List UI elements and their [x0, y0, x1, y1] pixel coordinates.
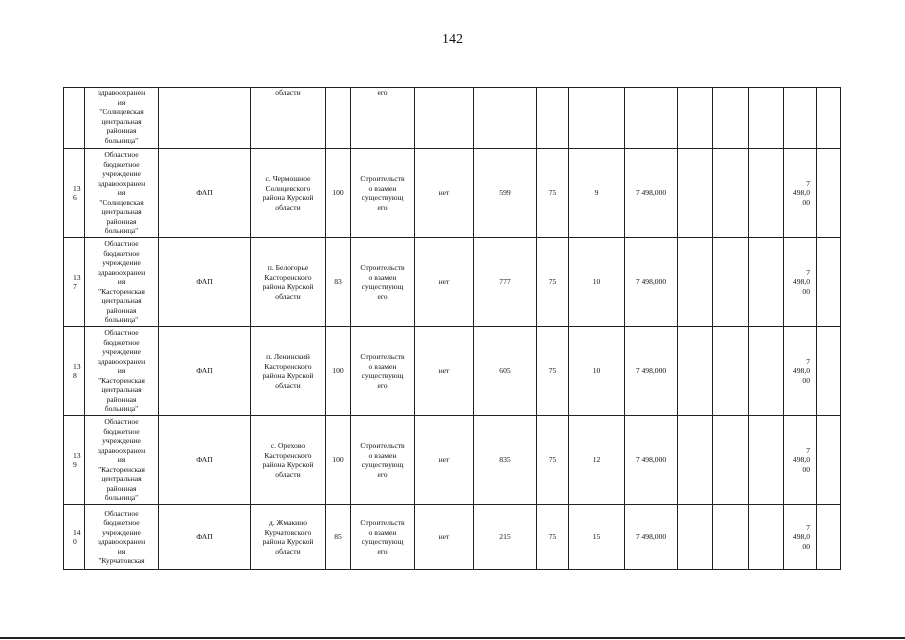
cell-staff: 9	[569, 149, 625, 238]
cell-percent: 100	[326, 327, 351, 416]
cell-population: 777	[474, 238, 537, 327]
cell-flag: нет	[415, 416, 474, 505]
cell-area: 75	[537, 505, 569, 570]
cell-population: 215	[474, 505, 537, 570]
facilities-table	[63, 87, 841, 570]
cell-work: Строительств о взамен существующ его	[351, 416, 415, 505]
cell-object: ФАП	[159, 149, 251, 238]
cell-num: 14 0	[64, 505, 85, 570]
cell-total: 7 498,0 00	[784, 505, 817, 570]
cell-total: 7 498,0 00	[784, 327, 817, 416]
cell-place: с. Орехово Касторенского района Курской области	[251, 416, 326, 505]
cell-place: с. Чермошное Солнцевского района Курской области	[251, 149, 326, 238]
cell-flag: нет	[415, 238, 474, 327]
table-row	[64, 327, 841, 416]
cell-population: 605	[474, 327, 537, 416]
cell-object: ФАП	[159, 238, 251, 327]
cell-org: Областное бюджетное учреждение здравоохранен ия "Касторенская центральная районная больница"	[85, 416, 159, 505]
cell-percent: 83	[326, 238, 351, 327]
cell-org: Областное бюджетное учреждение здравоохранен ия "Солнцевская центральная районная больница"	[85, 149, 159, 238]
cell-cost: 7 498,000	[625, 149, 678, 238]
cell-work: Строительств о взамен существующ его	[351, 149, 415, 238]
page-bottom-edge	[0, 637, 905, 639]
cell-staff: 10	[569, 327, 625, 416]
cell-num: 13 9	[64, 416, 85, 505]
cell-object: ФАП	[159, 505, 251, 570]
cell-population: 599	[474, 149, 537, 238]
cell-org: здравоохранен ия "Солнцевская центральная районная больница"	[85, 88, 159, 149]
cell-org: Областное бюджетное учреждение здравоохранен ия "Касторенская центральная районная больница"	[85, 238, 159, 327]
table-row	[64, 416, 841, 505]
cell-place: п. Ленинский Касторенского района Курской области	[251, 327, 326, 416]
cell-num: 13 8	[64, 327, 85, 416]
cell-num: 13 6	[64, 149, 85, 238]
cell-cost: 7 498,000	[625, 327, 678, 416]
cell-flag: нет	[415, 149, 474, 238]
cell-flag: нет	[415, 327, 474, 416]
cell-area: 75	[537, 238, 569, 327]
cell-cost: 7 498,000	[625, 238, 678, 327]
cell-cost: 7 498,000	[625, 416, 678, 505]
cell-num: 13 7	[64, 238, 85, 327]
cell-place: п. Белогорье Касторенского района Курской области	[251, 238, 326, 327]
cell-staff: 12	[569, 416, 625, 505]
cell-flag: нет	[415, 505, 474, 570]
cell-cost: 7 498,000	[625, 505, 678, 570]
cell-work: Строительств о взамен существующ его	[351, 327, 415, 416]
table-row	[64, 505, 841, 570]
cell-object: ФАП	[159, 416, 251, 505]
cell-area: 75	[537, 149, 569, 238]
cell-total: 7 498,0 00	[784, 238, 817, 327]
cell-object: ФАП	[159, 327, 251, 416]
table-row	[64, 238, 841, 327]
cell-place: области	[251, 88, 326, 149]
cell-org: Областное бюджетное учреждение здравоохранен ия "Курчатовская	[85, 505, 159, 570]
cell-percent: 100	[326, 416, 351, 505]
cell-staff: 10	[569, 238, 625, 327]
cell-population: 835	[474, 416, 537, 505]
cell-work: его	[351, 88, 415, 149]
cell-work: Строительств о взамен существующ его	[351, 238, 415, 327]
cell-percent: 100	[326, 149, 351, 238]
table-row-continuation	[64, 88, 841, 149]
table-row	[64, 149, 841, 238]
cell-total: 7 498,0 00	[784, 416, 817, 505]
cell-total: 7 498,0 00	[784, 149, 817, 238]
cell-org: Областное бюджетное учреждение здравоохранен ия "Касторенская центральная районная больница"	[85, 327, 159, 416]
cell-percent: 85	[326, 505, 351, 570]
cell-area: 75	[537, 416, 569, 505]
page-number: 142	[442, 32, 463, 47]
cell-area: 75	[537, 327, 569, 416]
cell-place: д. Жмакино Курчатовского района Курской области	[251, 505, 326, 570]
cell-staff: 15	[569, 505, 625, 570]
cell-work: Строительств о взамен существующ его	[351, 505, 415, 570]
